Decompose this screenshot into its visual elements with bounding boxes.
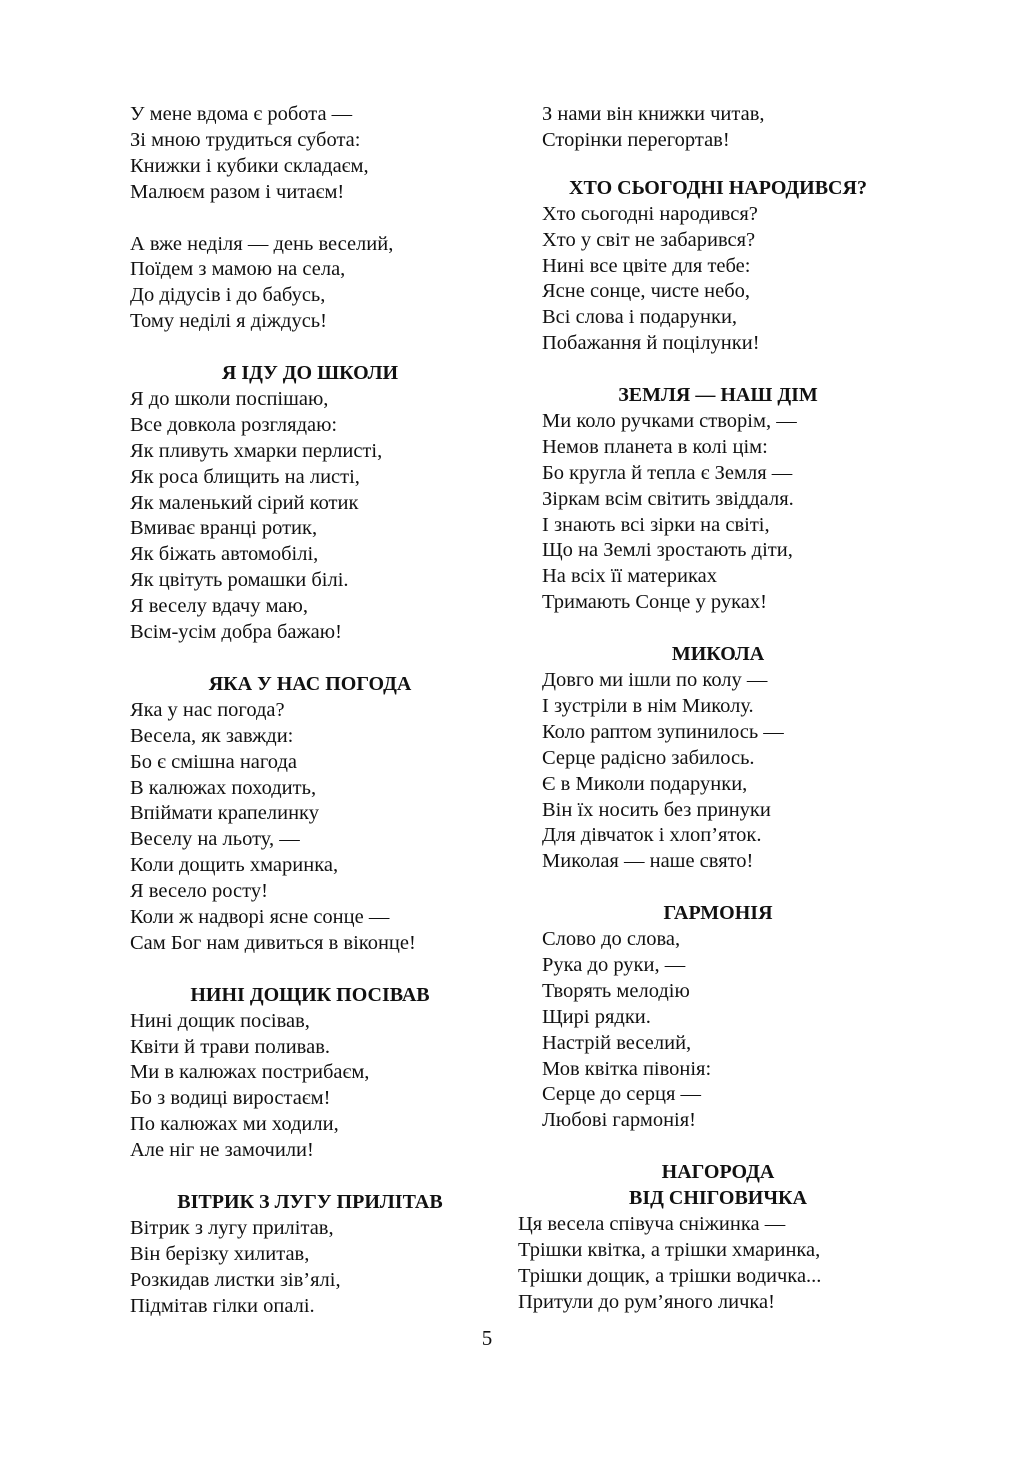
- verse-line: Рука до руки, —: [542, 953, 686, 976]
- verse-line: Для дівчаток і хлоп’яток.: [542, 824, 762, 847]
- poem-title: ЯКА У НАС ПОГОДА: [208, 672, 412, 695]
- verse-line: Хто у світ не забарився?: [542, 228, 756, 251]
- verse-line: Трішки дощик, а трішки водичка...: [518, 1264, 822, 1287]
- right-column: [518, 102, 918, 1316]
- poem-title: Я ІДУ ДО ШКОЛИ: [221, 362, 399, 385]
- verse-line: Але ніг не замочили!: [130, 1139, 314, 1162]
- verse-line: Трішки квітка, а трішки хмаринка,: [518, 1238, 821, 1261]
- verse-line: Серце до серця —: [542, 1083, 701, 1106]
- verse-line: І знають всі зірки на світі,: [542, 513, 770, 536]
- verse-line: Слово до слова,: [542, 928, 681, 951]
- verse-line: Вітрик з лугу прилітав,: [130, 1216, 334, 1239]
- verse-line: Бо є смішна нагода: [130, 750, 297, 773]
- verse-line: Все довкола розглядаю:: [130, 413, 338, 436]
- verse-line: Ця весела співуча сніжинка —: [518, 1213, 786, 1235]
- poem-title: МИКОЛА: [671, 643, 765, 666]
- verse-line: Творять мелодію: [542, 979, 690, 1002]
- verse-line: У мене вдома є робота —: [130, 103, 353, 125]
- verse-line: Хто сьогодні народився?: [542, 202, 758, 225]
- verse-line: З нами він книжки читав,: [542, 103, 765, 125]
- verse-line: Тому неділі я діждусь!: [130, 310, 327, 333]
- left-column: [130, 102, 490, 1320]
- verse-line: Зі мною трудиться субота:: [130, 128, 361, 151]
- verse-line: Є в Миколи подарунки,: [542, 772, 748, 795]
- verse-line: Як пливуть хмарки перлисті,: [130, 439, 383, 462]
- verse-line: Я весело росту!: [130, 880, 268, 903]
- verse-line: На всіх її материках: [542, 565, 717, 588]
- verse-line: Бо з водиці виростаєм!: [130, 1087, 331, 1110]
- verse-line: Розкидав листки зів’ялі,: [130, 1268, 341, 1291]
- verse-line: А вже неділя — день веселий,: [130, 232, 394, 255]
- verse-line: Книжки і кубики складаєм,: [130, 154, 369, 177]
- verse-line: Сам Бог нам дивиться в віконце!: [130, 931, 416, 954]
- verse-line: Як цвітуть ромашки білі.: [130, 569, 349, 592]
- verse-line: Я до школи поспішаю,: [130, 387, 329, 410]
- verse-line: Коли ж надворі ясне сонце —: [130, 906, 390, 929]
- verse-line: По калюжах ми ходили,: [130, 1113, 339, 1136]
- verse-line: Ми коло ручками створім, —: [542, 409, 797, 432]
- verse-line: Малюєм разом і читаєм!: [130, 180, 345, 203]
- verse-line: В калюжах походить,: [130, 776, 317, 799]
- verse-line: І зустріли в нім Миколу.: [542, 694, 754, 717]
- verse-line: Всім-усім добра бажаю!: [130, 621, 342, 644]
- verse-line: Впіймати крапелинку: [130, 802, 319, 825]
- poem-title: НИНІ ДОЩИК ПОСІВАВ: [190, 983, 430, 1006]
- verse-line: Він їх носить без принуки: [542, 798, 771, 821]
- verse-line: Сторінки перегортав!: [542, 128, 730, 151]
- verse-line: Як маленький сірий котик: [130, 491, 359, 514]
- verse-line: Як біжать автомобілі,: [130, 543, 319, 566]
- verse-line: Серце радісно забилось.: [542, 746, 755, 769]
- poem-title: НАГОРОДА: [661, 1161, 775, 1184]
- verse-line: Всі слова і подарунки,: [542, 306, 738, 329]
- poem-title: ВІД СНІГОВИЧКА: [629, 1187, 807, 1210]
- verse-line: Підмітав гілки опалі.: [130, 1294, 315, 1317]
- poem-title: ХТО СЬОГОДНІ НАРОДИВСЯ?: [569, 176, 867, 199]
- poem-title: ЗЕМЛЯ — НАШ ДІМ: [618, 384, 818, 407]
- verse-line: Нині все цвіте для тебе:: [542, 254, 751, 277]
- verse-line: Ясне сонце, чисте небо,: [542, 280, 751, 303]
- verse-line: Яка у нас погода?: [130, 698, 285, 721]
- verse-line: Притули до рум’яного личка!: [518, 1290, 775, 1313]
- verse-line: Як роса блищить на листі,: [130, 465, 360, 488]
- verse-line: Зіркам всім світить звіддаля.: [542, 487, 794, 510]
- verse-line: Довго ми ішли по колу —: [542, 669, 768, 691]
- verse-line: До дідусів і до бабусь,: [130, 284, 326, 307]
- poem-title: ГАРМОНІЯ: [663, 902, 773, 925]
- verse-line: Щирі рядки.: [542, 1005, 651, 1028]
- verse-line: Тримають Сонце у руках!: [542, 591, 767, 614]
- poem-title: ВІТРИК З ЛУГУ ПРИЛІТАВ: [177, 1190, 443, 1213]
- verse-line: Весела, як завжди:: [130, 724, 294, 747]
- verse-line: Настрій веселий,: [542, 1031, 692, 1054]
- page-number: 5: [481, 1326, 493, 1350]
- verse-line: Миколая — наше свято!: [542, 850, 754, 873]
- verse-line: Бо кругла й тепла є Земля —: [542, 461, 793, 484]
- verse-line: Я веселу вдачу маю,: [130, 595, 308, 618]
- verse-line: Мов квітка півонія:: [542, 1057, 712, 1080]
- verse-line: Ми в калюжах пострибаєм,: [130, 1061, 370, 1084]
- verse-line: Поїдем з мамою на села,: [130, 258, 346, 281]
- verse-line: Квіти й трави поливав.: [130, 1035, 330, 1058]
- verse-line: Коло раптом зупинилось —: [542, 720, 784, 743]
- verse-line: Коли дощить хмаринка,: [130, 854, 339, 877]
- verse-line: Нині дощик посівав,: [130, 1009, 310, 1032]
- verse-line: Вмиває вранці ротик,: [130, 517, 318, 540]
- verse-line: Немов планета в колі цім:: [542, 435, 768, 458]
- verse-line: Веселу на льоту, —: [130, 828, 300, 851]
- verse-line: Любові гармонія!: [542, 1109, 696, 1132]
- verse-line: Побажання й поцілунки!: [542, 332, 760, 355]
- verse-line: Що на Землі зростають діти,: [542, 539, 793, 562]
- verse-line: Він берізку хилитав,: [130, 1242, 310, 1265]
